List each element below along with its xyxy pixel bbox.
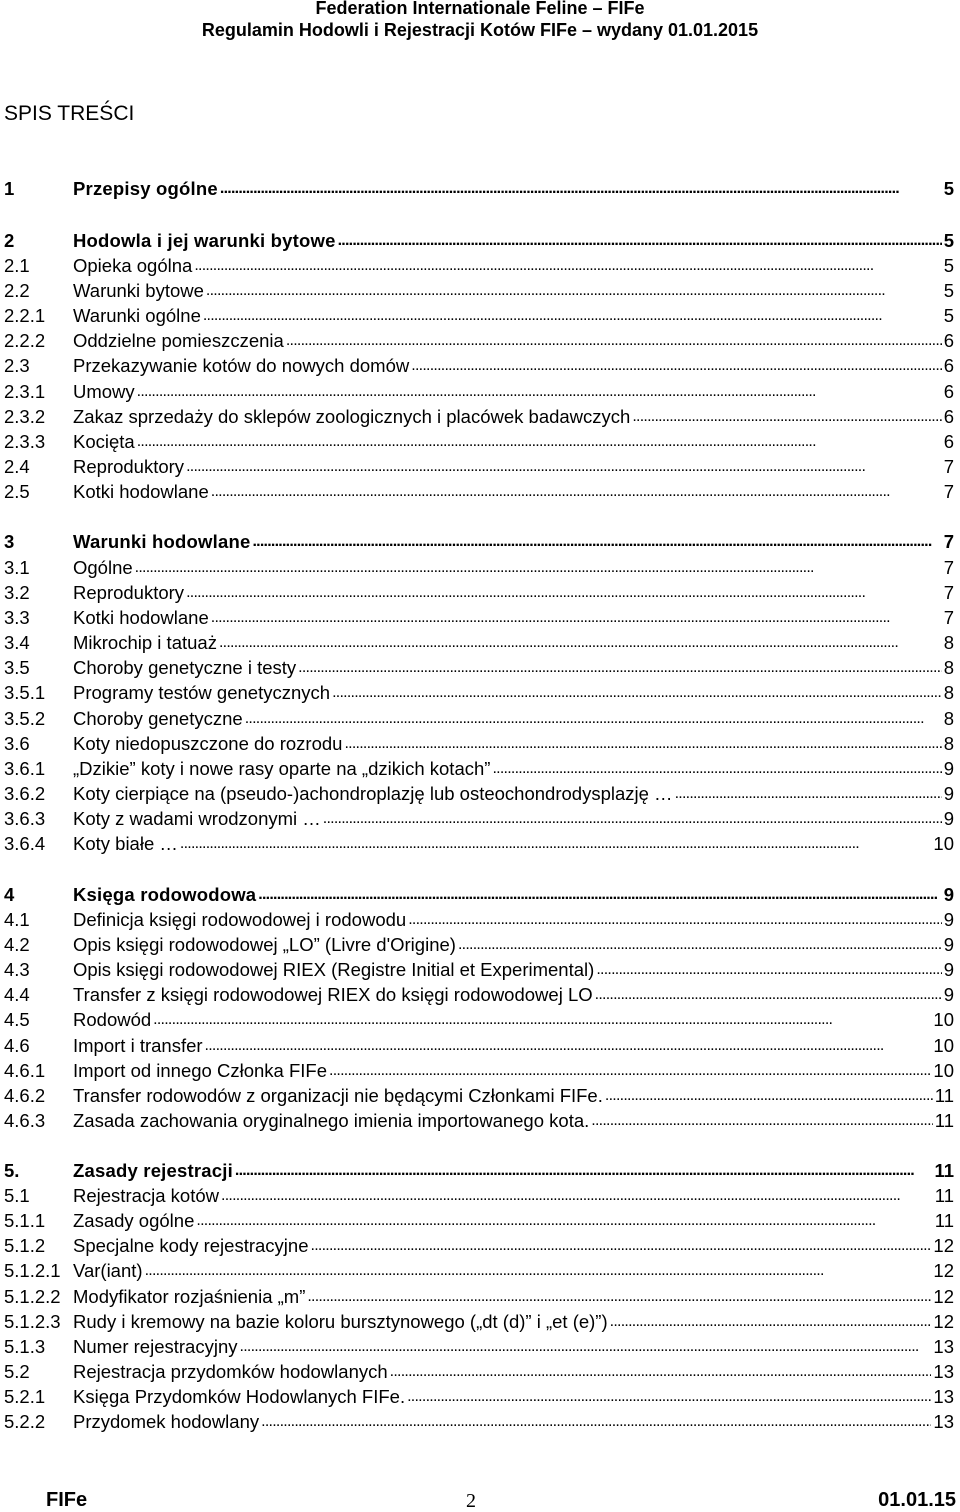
toc-entry-title: Koty cierpiące na (pseudo-)achondroplazję lub osteochondrodysplazję … bbox=[73, 783, 673, 804]
toc-leader-dots bbox=[245, 706, 942, 730]
toc-entry[interactable] bbox=[4, 278, 954, 302]
toc-entry-title: Definicja księgi rodowodowej i rodowodu bbox=[73, 909, 407, 930]
toc-entry-title: Zasady rejestracji bbox=[73, 1160, 233, 1181]
toc-entry-number: 2 bbox=[4, 230, 15, 251]
toc-entry-number: 4.6.1 bbox=[4, 1060, 46, 1081]
toc-entry[interactable] bbox=[4, 1258, 954, 1282]
toc-entry[interactable] bbox=[4, 630, 954, 654]
toc-entry-title: Rejestracja przydomków hodowlanych bbox=[73, 1361, 388, 1382]
toc-leader-dots bbox=[298, 655, 942, 679]
toc-leader-dots bbox=[258, 882, 941, 906]
toc-entry-number: 4.6.3 bbox=[4, 1110, 46, 1131]
toc-entry[interactable] bbox=[4, 1309, 954, 1333]
toc-entry-page: 5 bbox=[943, 255, 954, 276]
toc-entry[interactable] bbox=[4, 228, 954, 252]
toc-leader-dots bbox=[211, 605, 942, 629]
toc-leader-dots bbox=[408, 907, 942, 931]
toc-leader-dots bbox=[203, 303, 942, 327]
toc-leader-dots bbox=[458, 932, 942, 956]
toc-entry-number: 3.6 bbox=[4, 733, 30, 754]
toc-entry-number: 5.1.1 bbox=[4, 1210, 46, 1231]
toc-entry-title: Warunki hodowlane bbox=[73, 531, 251, 552]
toc-entry-number: 5.1.2 bbox=[4, 1235, 46, 1256]
toc-entry-page: 13 bbox=[933, 1361, 954, 1382]
toc-leader-dots bbox=[235, 1158, 933, 1182]
toc-entry-number: 3 bbox=[4, 531, 15, 552]
toc-leader-dots bbox=[137, 379, 942, 403]
toc-entry-number: 2.2 bbox=[4, 280, 30, 301]
toc-entry[interactable] bbox=[4, 1334, 954, 1358]
toc-leader-dots bbox=[492, 756, 941, 780]
toc-entry-page: 6 bbox=[943, 330, 954, 351]
toc-entry-number: 4.3 bbox=[4, 959, 30, 980]
footer-org: FIFe bbox=[46, 1489, 88, 1511]
toc-entry[interactable] bbox=[4, 176, 954, 200]
toc-entry-title: Specjalne kody rejestracyjne bbox=[73, 1235, 309, 1256]
toc-entry-title: Programy testów genetycznych bbox=[73, 682, 331, 703]
toc-entry[interactable] bbox=[4, 680, 954, 704]
toc-entry-page: 7 bbox=[943, 582, 954, 603]
toc-entry-page: 10 bbox=[933, 833, 954, 854]
header-subtitle: Regulamin Hodowli i Rejestracji Kotów FIFe – wydany 01.01.2015 bbox=[201, 20, 759, 40]
toc-entry-page: 5 bbox=[943, 178, 954, 199]
toc-entry-page: 8 bbox=[943, 632, 954, 653]
toc-entry-title: Choroby genetyczne bbox=[73, 708, 243, 729]
toc-entry-title: Kotki hodowlane bbox=[73, 607, 209, 628]
toc-entry-title: Księga Przydomków Hodowlanych FIFe. bbox=[73, 1386, 406, 1407]
toc-entry-title: Przepisy ogólne bbox=[73, 178, 218, 199]
toc-entry-number: 1 bbox=[4, 178, 15, 199]
toc-entry-page: 9 bbox=[943, 783, 954, 804]
toc-entry[interactable] bbox=[4, 555, 954, 579]
toc-entry[interactable] bbox=[4, 429, 954, 453]
toc-entry-number: 5.2.2 bbox=[4, 1411, 46, 1432]
toc-entry-number: 2.2.2 bbox=[4, 330, 46, 351]
toc-entry[interactable] bbox=[4, 1284, 954, 1308]
toc-entry-number: 4.4 bbox=[4, 984, 30, 1005]
toc-leader-dots bbox=[205, 1033, 932, 1057]
toc-entry-page: 10 bbox=[933, 1060, 954, 1081]
toc-entry[interactable] bbox=[4, 1007, 954, 1031]
toc-entry-number: 3.6.4 bbox=[4, 833, 46, 854]
toc-leader-dots bbox=[344, 731, 941, 755]
toc-leader-dots bbox=[323, 806, 942, 830]
toc-entry[interactable] bbox=[4, 1158, 954, 1182]
toc-entry-page: 7 bbox=[943, 531, 954, 552]
toc-entry-number: 2.4 bbox=[4, 456, 30, 477]
toc-entry-page: 8 bbox=[943, 657, 954, 678]
toc-entry-page: 6 bbox=[943, 355, 954, 376]
toc-entry[interactable] bbox=[4, 404, 954, 428]
toc-entry[interactable] bbox=[4, 756, 954, 780]
toc-leader-dots bbox=[390, 1359, 932, 1383]
toc-entry-page: 5 bbox=[943, 280, 954, 301]
toc-entry-number: 5.1.2.2 bbox=[4, 1286, 61, 1307]
toc-entry[interactable] bbox=[4, 1384, 954, 1408]
toc-entry-title: Numer rejestracyjny bbox=[73, 1336, 238, 1357]
toc-leader-dots bbox=[211, 479, 942, 503]
toc-entry[interactable] bbox=[4, 932, 954, 956]
toc-entry-number: 4.6 bbox=[4, 1035, 30, 1056]
toc-entry-number: 2.3.3 bbox=[4, 431, 46, 452]
toc-entry[interactable] bbox=[4, 982, 954, 1006]
toc-leader-dots bbox=[307, 1284, 931, 1308]
toc-entry-title: Transfer z księgi rodowodowej RIEX do księgi rodowodowej LO bbox=[73, 984, 593, 1005]
toc-entry[interactable] bbox=[4, 731, 954, 755]
toc-entry-title: Mikrochip i tatuaż bbox=[73, 632, 217, 653]
toc-entry-number: 5.1.3 bbox=[4, 1336, 46, 1357]
toc-leader-dots bbox=[219, 630, 942, 654]
toc-leader-dots bbox=[206, 278, 942, 302]
toc-entry[interactable] bbox=[4, 479, 954, 503]
toc-entry-page: 6 bbox=[943, 406, 954, 427]
toc-leader-dots bbox=[186, 580, 942, 604]
toc-entry-title: Rudy i kremowy na bazie koloru bursztynowego („dt (d)” i „et (e)”) bbox=[73, 1311, 608, 1332]
toc-leader-dots bbox=[286, 328, 942, 352]
toc-entry-number: 3.5.2 bbox=[4, 708, 46, 729]
toc-entry-title: Koty białe … bbox=[73, 833, 178, 854]
toc-entry-page: 9 bbox=[943, 959, 954, 980]
toc-entry[interactable] bbox=[4, 1409, 954, 1433]
toc-entry-page: 13 bbox=[933, 1386, 954, 1407]
toc-entry-page: 11 bbox=[934, 1210, 954, 1231]
toc-leader-dots bbox=[407, 1384, 931, 1408]
toc-entry[interactable] bbox=[4, 379, 954, 403]
toc-leader-dots bbox=[221, 1183, 933, 1207]
toc-leader-dots bbox=[632, 404, 941, 428]
toc-entry[interactable] bbox=[4, 605, 954, 629]
toc-entry[interactable] bbox=[4, 1083, 954, 1107]
toc-entry-number: 4.2 bbox=[4, 934, 30, 955]
toc-title: SPIS TREŚCI bbox=[4, 102, 135, 125]
toc-entry-number: 3.3 bbox=[4, 607, 30, 628]
toc-entry-page: 12 bbox=[933, 1311, 954, 1332]
toc-leader-dots bbox=[591, 1108, 933, 1132]
toc-entry[interactable] bbox=[4, 328, 954, 352]
footer-page-number: 2 bbox=[466, 1490, 476, 1512]
toc-entry-number: 2.3 bbox=[4, 355, 30, 376]
toc-entry-number: 3.6.1 bbox=[4, 758, 46, 779]
toc-entry-page: 11 bbox=[934, 1085, 954, 1106]
toc-entry-number: 3.6.2 bbox=[4, 783, 46, 804]
toc-entry-title: Var(iant) bbox=[73, 1260, 143, 1281]
toc-entry[interactable] bbox=[4, 806, 954, 830]
toc-entry-number: 5.1.2.3 bbox=[4, 1311, 61, 1332]
toc-entry-page: 13 bbox=[933, 1336, 954, 1357]
toc-leader-dots bbox=[153, 1007, 931, 1031]
toc-entry-number: 2.1 bbox=[4, 255, 30, 276]
toc-entry[interactable] bbox=[4, 353, 954, 377]
toc-entry-number: 2.2.1 bbox=[4, 305, 46, 326]
toc-entry-number: 2.3.1 bbox=[4, 381, 46, 402]
toc-entry[interactable] bbox=[4, 1108, 954, 1132]
toc-entry-number: 3.6.3 bbox=[4, 808, 46, 829]
toc-entry-title: Transfer rodowodów z organizacji nie będącymi Członkami FIFe. bbox=[73, 1085, 603, 1106]
toc-entry[interactable] bbox=[4, 1359, 954, 1383]
toc-entry-title: Reproduktory bbox=[73, 456, 185, 477]
toc-entry-page: 7 bbox=[943, 456, 954, 477]
toc-entry-title: Rejestracja kotów bbox=[73, 1185, 220, 1206]
toc-leader-dots bbox=[220, 176, 942, 200]
toc-leader-dots bbox=[595, 982, 942, 1006]
toc-leader-dots bbox=[145, 1258, 932, 1282]
toc-entry[interactable] bbox=[4, 1033, 954, 1057]
toc-leader-dots bbox=[596, 957, 941, 981]
toc-entry-title: Zakaz sprzedaży do sklepów zoologicznych i placówek badawczych bbox=[73, 406, 631, 427]
toc-entry[interactable] bbox=[4, 655, 954, 679]
toc-entry[interactable] bbox=[4, 1233, 954, 1257]
toc-entry-page: 9 bbox=[943, 984, 954, 1005]
footer-date: 01.01.15 bbox=[878, 1489, 956, 1511]
toc-leader-dots bbox=[610, 1309, 932, 1333]
toc-entry-page: 9 bbox=[943, 909, 954, 930]
header-title: Federation Internationale Feline – FIFe bbox=[315, 0, 645, 18]
toc-entry[interactable] bbox=[4, 1183, 954, 1207]
toc-entry-page: 9 bbox=[943, 808, 954, 829]
toc-entry-title: Opis księgi rodowodowej „LO” (Livre d'Origine) bbox=[73, 934, 456, 955]
toc-leader-dots bbox=[261, 1409, 931, 1433]
toc-entry-number: 4 bbox=[4, 884, 15, 905]
toc-entry-title: Warunki bytowe bbox=[73, 280, 204, 301]
toc-leader-dots bbox=[186, 454, 942, 478]
toc-entry-title: Opieka ogólna bbox=[73, 255, 193, 276]
toc-entry[interactable] bbox=[4, 781, 954, 805]
toc-leader-dots bbox=[180, 831, 932, 855]
toc-entry-page: 12 bbox=[933, 1260, 954, 1281]
toc-entry-title: Warunki ogólne bbox=[73, 305, 201, 326]
toc-entry-title: Kocięta bbox=[73, 431, 135, 452]
toc-entry-page: 7 bbox=[943, 481, 954, 502]
toc-entry-title: Hodowla i jej warunki bytowe bbox=[73, 230, 336, 251]
toc-entry-number: 2.5 bbox=[4, 481, 30, 502]
toc-entry[interactable] bbox=[4, 706, 954, 730]
toc-leader-dots bbox=[605, 1083, 933, 1107]
toc-entry-page: 13 bbox=[933, 1411, 954, 1432]
toc-entry-title: Koty z wadami wrodzonymi … bbox=[73, 808, 321, 829]
toc-leader-dots bbox=[240, 1334, 932, 1358]
toc-entry[interactable] bbox=[4, 907, 954, 931]
toc-leader-dots bbox=[332, 680, 942, 704]
toc-entry-title: Reproduktory bbox=[73, 582, 185, 603]
toc-entry-page: 12 bbox=[933, 1286, 954, 1307]
toc-entry-page: 10 bbox=[933, 1009, 954, 1030]
toc-entry-page: 11 bbox=[934, 1110, 954, 1131]
toc-entry-page: 7 bbox=[943, 557, 954, 578]
toc-entry-title: Księga rodowodowa bbox=[73, 884, 257, 905]
toc-entry-number: 3.2 bbox=[4, 582, 30, 603]
toc-entry[interactable] bbox=[4, 957, 954, 981]
toc-entry-number: 3.4 bbox=[4, 632, 30, 653]
toc-entry-title: Choroby genetyczne i testy bbox=[73, 657, 297, 678]
toc-entry-number: 4.5 bbox=[4, 1009, 30, 1030]
toc-entry-page: 8 bbox=[943, 682, 954, 703]
toc-entry-title: Przekazywanie kotów do nowych domów bbox=[73, 355, 410, 376]
toc-entry[interactable] bbox=[4, 529, 954, 553]
toc-entry-title: Import od innego Członka FIFe bbox=[73, 1060, 327, 1081]
toc-entry-title: Koty niedopuszczone do rozrodu bbox=[73, 733, 343, 754]
toc-entry-number: 5.2 bbox=[4, 1361, 30, 1382]
toc-entry-title: Rodowód bbox=[73, 1009, 152, 1030]
toc-entry-title: „Dzikie” koty i nowe rasy oparte na „dzikich kotach” bbox=[73, 758, 491, 779]
toc-entry-page: 5 bbox=[943, 305, 954, 326]
toc-leader-dots bbox=[329, 1058, 931, 1082]
toc-entry-number: 3.1 bbox=[4, 557, 30, 578]
toc-entry-title: Kotki hodowlane bbox=[73, 481, 209, 502]
toc-leader-dots bbox=[338, 228, 942, 252]
toc-entry-title: Modyfikator rozjaśnienia „m” bbox=[73, 1286, 306, 1307]
toc-entry-number: 5.2.1 bbox=[4, 1386, 46, 1407]
toc-entry-number: 3.5.1 bbox=[4, 682, 46, 703]
toc-entry-page: 7 bbox=[943, 607, 954, 628]
toc-entry-title: Oddzielne pomieszczenia bbox=[73, 330, 284, 351]
toc-entry[interactable] bbox=[4, 831, 954, 855]
toc-entry-title: Zasada zachowania oryginalnego imienia importowanego kota. bbox=[73, 1110, 590, 1131]
toc-entry[interactable] bbox=[4, 1208, 954, 1232]
toc-entry-number: 2.3.2 bbox=[4, 406, 46, 427]
toc-entry-page: 8 bbox=[943, 708, 954, 729]
toc-entry[interactable] bbox=[4, 882, 954, 906]
toc-entry-title: Opis księgi rodowodowej RIEX (Registre Initial et Experimental) bbox=[73, 959, 595, 980]
toc-leader-dots bbox=[311, 1233, 932, 1257]
toc-leader-dots bbox=[196, 1208, 932, 1232]
toc-entry-page: 12 bbox=[933, 1235, 954, 1256]
toc-entry[interactable] bbox=[4, 303, 954, 327]
toc-entry-page: 9 bbox=[943, 934, 954, 955]
toc-entry-page: 11 bbox=[934, 1185, 954, 1206]
toc-entry-number: 4.6.2 bbox=[4, 1085, 46, 1106]
toc-entry-number: 4.1 bbox=[4, 909, 30, 930]
toc-entry-page: 9 bbox=[943, 884, 954, 905]
toc-entry[interactable] bbox=[4, 454, 954, 478]
toc-leader-dots bbox=[137, 429, 942, 453]
toc-leader-dots bbox=[252, 529, 941, 553]
toc-entry[interactable] bbox=[4, 1058, 954, 1082]
toc-entry-page: 10 bbox=[933, 1035, 954, 1056]
toc-entry-title: Zasady ogólne bbox=[73, 1210, 195, 1231]
toc-entry-page: 6 bbox=[943, 431, 954, 452]
toc-leader-dots bbox=[194, 253, 941, 277]
toc-leader-dots bbox=[411, 353, 941, 377]
toc-entry-number: 5.1.2.1 bbox=[4, 1260, 61, 1281]
toc-entry-page: 11 bbox=[934, 1160, 954, 1181]
toc-entry-title: Przydomek hodowlany bbox=[73, 1411, 260, 1432]
toc-leader-dots bbox=[675, 781, 942, 805]
toc-entry-number: 3.5 bbox=[4, 657, 30, 678]
toc-entry-title: Ogólne bbox=[73, 557, 133, 578]
toc-leader-dots bbox=[135, 555, 942, 579]
toc-entry[interactable] bbox=[4, 580, 954, 604]
toc-entry-title: Import i transfer bbox=[73, 1035, 203, 1056]
toc-entry-page: 8 bbox=[943, 733, 954, 754]
toc-entry-page: 6 bbox=[943, 381, 954, 402]
toc-entry[interactable] bbox=[4, 253, 954, 277]
toc-entry-number: 5.1 bbox=[4, 1185, 30, 1206]
toc-entry-number: 5. bbox=[4, 1160, 20, 1181]
toc-entry-page: 9 bbox=[943, 758, 954, 779]
toc-entry-title: Umowy bbox=[73, 381, 135, 402]
toc-entry-page: 5 bbox=[943, 230, 954, 251]
